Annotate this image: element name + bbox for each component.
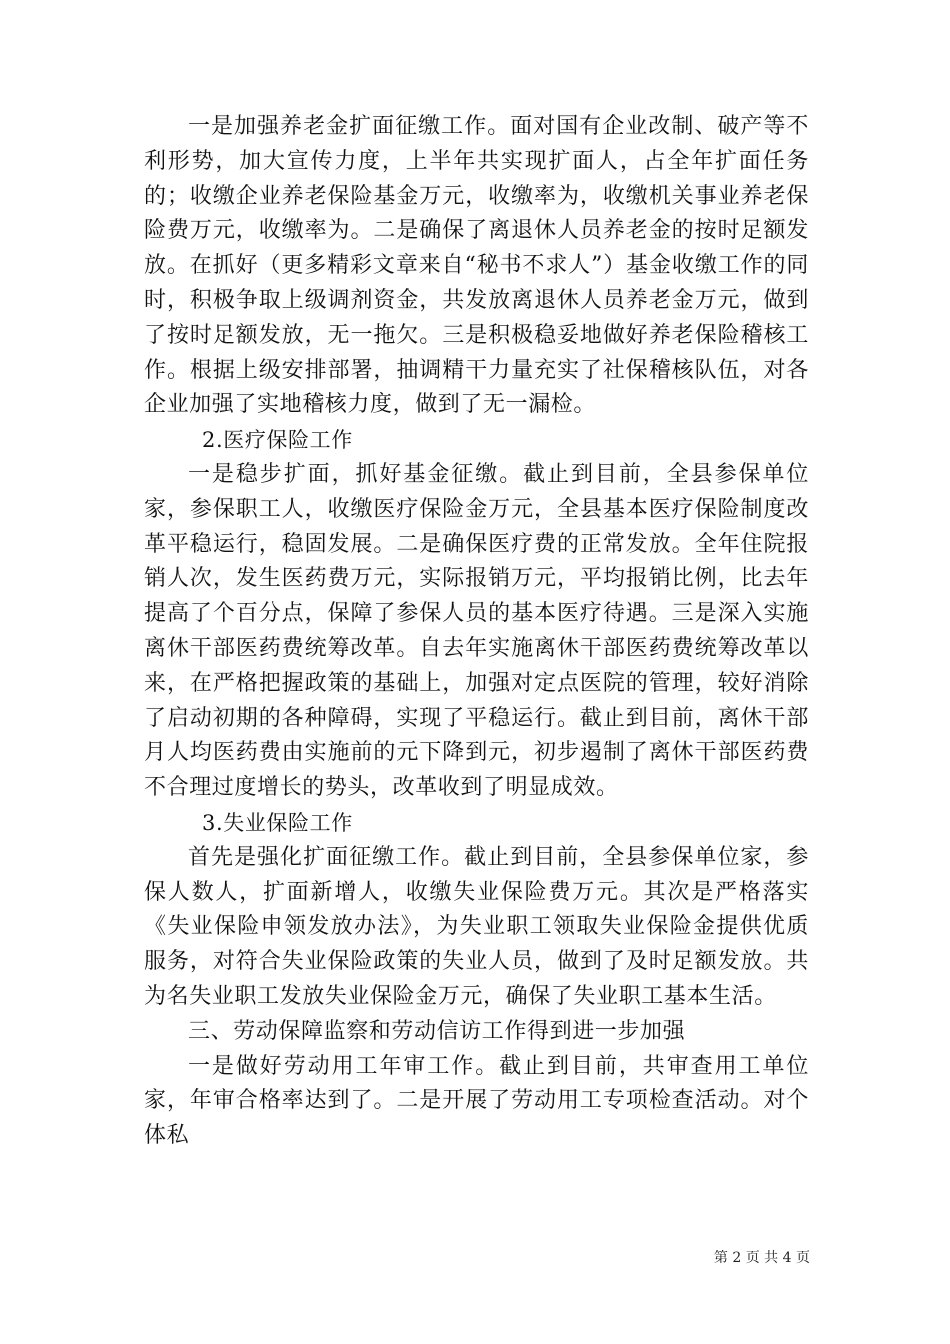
paragraph-labor-inspection: 一是做好劳动用工年审工作。截止到目前，共审查用工单位家，年审合格率达到了。二是开展了劳动用工专项检查活动。对个体私 <box>144 1053 809 1149</box>
section-heading-labor-inspection: 三、劳动保障监察和劳动信访工作得到进一步加强 <box>188 1018 686 1044</box>
paragraph-medical: 一是稳步扩面，抓好基金征缴。截止到目前，全县参保单位家，参保职工人，收缴医疗保险金万元，全县基本医疗保险制度改革平稳运行，稳固发展。二是确保医疗费的正常发放。全年住院报销人次，发生医药费万元，实际报销万元，平均报销比例，比去年提高了个百分点，保障了参保人员的基本医疗待遇。三是深入实施离休干部医药费统筹改革。自去年实施离休干部医药费统筹改革以来，在严格把握政策的基础上，加强对定点医院的管理，较好消除了启动初期的各种障碍，实现了平稳运行。截止到目前，离休干部月人均医药费由实施前的元下降到元，初步遏制了离休干部医药费不合理过度增长的势头，改革收到了明显成效。 <box>144 461 809 801</box>
page-number: 第 2 页 共 4 页 <box>713 1250 810 1266</box>
heading-medical-insurance: 2.医疗保险工作 <box>202 428 353 453</box>
heading-unemployment-insurance: 3.失业保险工作 <box>202 810 353 835</box>
paragraph-pension: 一是加强养老金扩面征缴工作。面对国有企业改制、破产等不利形势，加大宣传力度，上半年共实现扩面人，占全年扩面任务的；收缴企业养老保险基金万元，收缴率为，收缴机关事业养老保险费万元，收缴率为。二是确保了离退休人员养老金的按时足额发放。在抓好（更多精彩文章来自“秘书不求人”）基金收缴工作的同时，积极争取上级调剂资金，共发放离退休人员养老金万元，做到了按时足额发放，无一拖欠。三是积极稳妥地做好养老保险稽核工作。根据上级安排部署，抽调精干力量充实了社保稽核队伍，对各企业加强了实地稽核力度，做到了无一漏检。 <box>144 114 809 418</box>
paragraph-unemployment: 首先是强化扩面征缴工作。截止到目前，全县参保单位家，参保人数人，扩面新增人，收缴失业保险费万元。其次是严格落实《失业保险申领发放办法》，为失业职工领取失业保险金提供优质服务，对符合失业保险政策的失业人员，做到了及时足额发放。共为名失业职工发放失业保险金万元，确保了失业职工基本生活。 <box>144 844 809 1009</box>
document-body <box>144 110 809 1154</box>
